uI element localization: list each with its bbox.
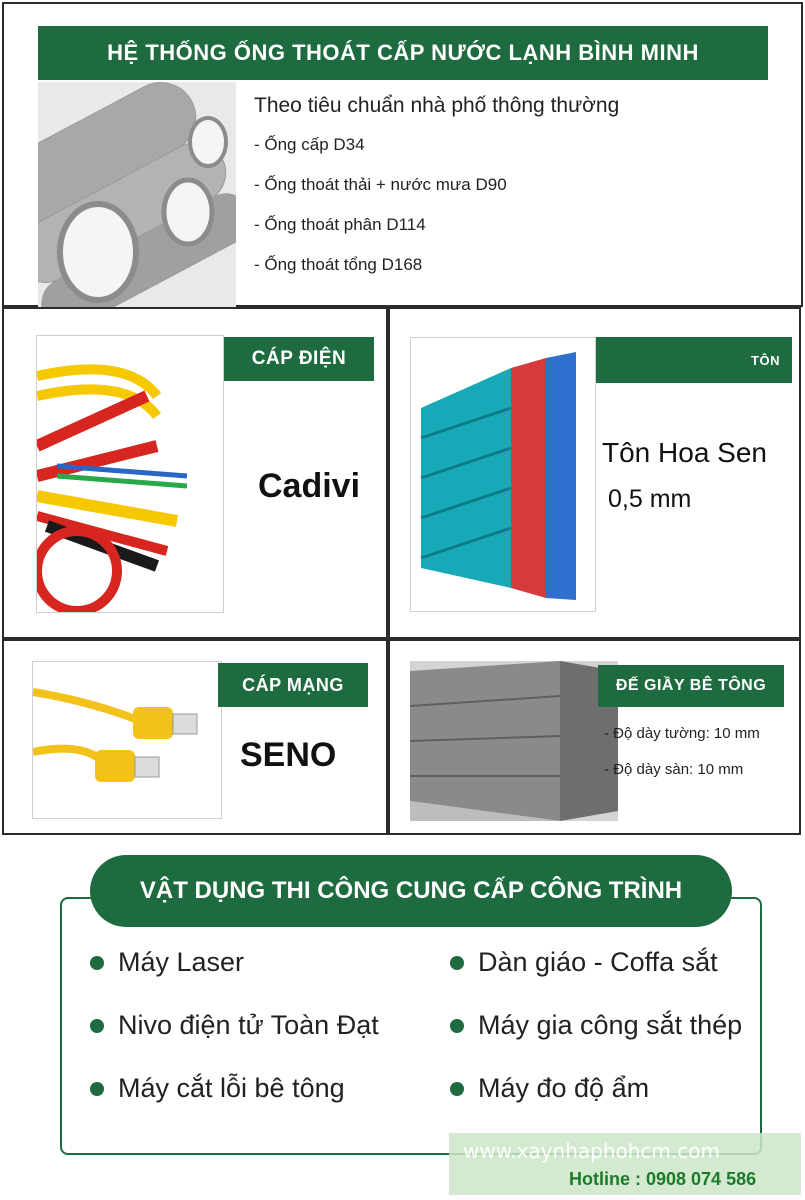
pvc-pipes-image — [38, 82, 236, 307]
pipe-system-title: HỆ THỐNG ỐNG THOÁT CẤP NƯỚC LẠNH BÌNH MINH — [38, 26, 768, 80]
list-item: - Độ dày sàn: 10 mm — [604, 761, 744, 778]
equipment-label: Máy đo độ ẩm — [478, 1073, 650, 1103]
bullet-icon — [450, 956, 464, 970]
equipment-label: Máy cắt lỗi bê tông — [118, 1073, 345, 1103]
equipment-title: VẬT DỤNG THI CÔNG CUNG CẤP CÔNG TRÌNH — [90, 855, 732, 927]
equipment-item — [450, 947, 718, 978]
electric-cable-panel — [2, 307, 388, 639]
concrete-spec-list — [604, 725, 760, 797]
network-cable-title: CÁP MẠNG — [218, 663, 368, 707]
pipe-standard-text: Theo tiêu chuẩn nhà phố thông thường — [254, 94, 620, 117]
list-item: - Ống thoát thải + nước mưa D90 — [254, 175, 507, 194]
concrete-shoring-title: ĐẾ GIẦY BÊ TÔNG — [598, 665, 784, 707]
equipment-item — [90, 1073, 345, 1104]
pipe-list — [254, 134, 507, 294]
list-item: - Độ dày tường: 10 mm — [604, 725, 760, 742]
network-cable-panel — [2, 639, 388, 835]
equipment-item — [90, 947, 244, 978]
website-link[interactable]: www.xaynhaphohcm.com — [463, 1139, 720, 1163]
equipment-label: Máy Laser — [118, 947, 245, 977]
bullet-icon — [450, 1019, 464, 1033]
hotline-text: Hotline : 0908 074 586 — [569, 1169, 757, 1189]
contact-footer — [449, 1133, 801, 1195]
bullet-icon — [90, 1082, 104, 1096]
roofing-name: Tôn Hoa Sen — [602, 437, 767, 468]
roofing-title: TÔN — [596, 337, 792, 383]
bullet-icon — [90, 956, 104, 970]
equipment-section — [2, 835, 803, 1198]
bullet-icon — [90, 1019, 104, 1033]
electric-cable-title: CÁP ĐIỆN — [224, 337, 374, 381]
electric-cable-brand: Cadivi — [258, 467, 361, 505]
network-cable-image — [32, 661, 222, 819]
equipment-label: Dàn giáo - Coffa sắt — [478, 947, 718, 977]
list-item: - Ống thoát tổng D168 — [254, 255, 423, 274]
bullet-icon — [450, 1082, 464, 1096]
concrete-shoring-panel — [388, 639, 801, 835]
electric-cable-image — [36, 335, 224, 613]
roofing-thickness: 0,5 mm — [608, 485, 692, 513]
roofing-panel — [388, 307, 801, 639]
concrete-wall-image — [410, 661, 618, 821]
list-item: - Ống thoát phân D114 — [254, 215, 426, 234]
network-cable-brand: SENO — [240, 736, 337, 774]
equipment-item — [450, 1010, 742, 1041]
equipment-item — [450, 1073, 649, 1104]
equipment-item — [90, 1010, 379, 1041]
equipment-label: Máy gia công sắt thép — [478, 1010, 743, 1040]
pipe-system-panel — [2, 2, 803, 307]
list-item: - Ống cấp D34 — [254, 135, 365, 154]
equipment-label: Nivo điện tử Toàn Đạt — [118, 1010, 379, 1040]
roof-sheet-image — [410, 337, 596, 612]
